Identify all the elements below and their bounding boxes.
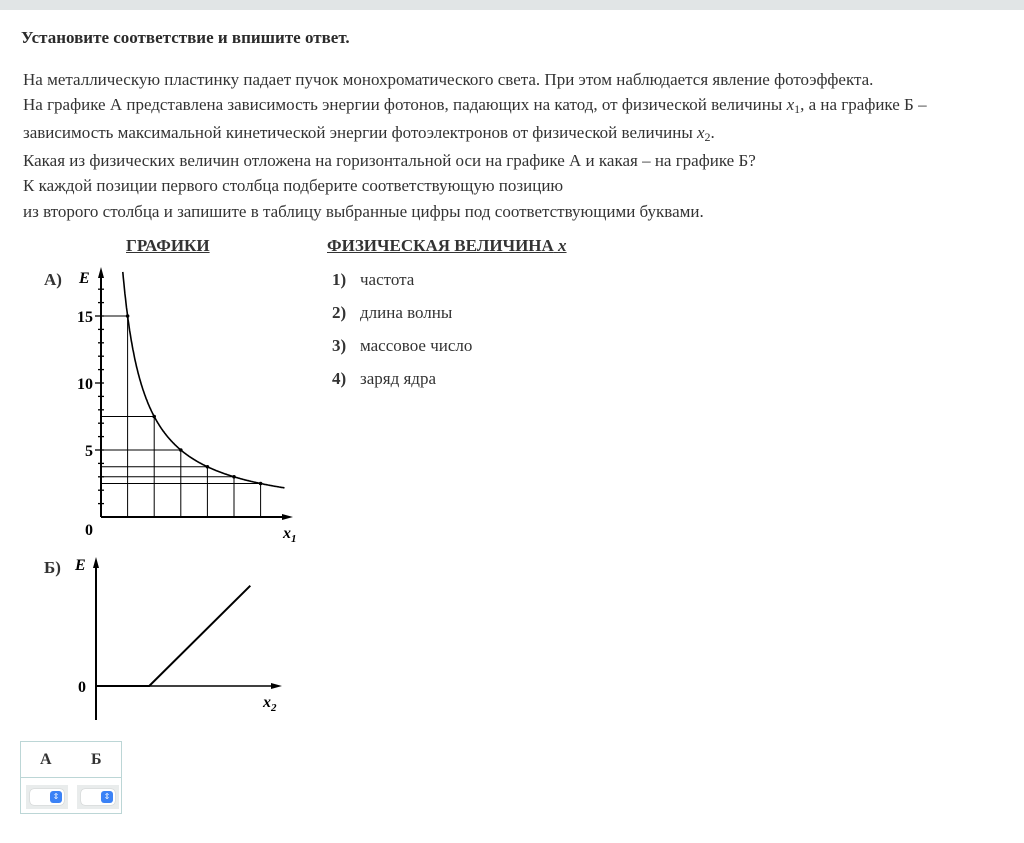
task-paragraph-2	[23, 95, 927, 115]
option-label: длина волны	[360, 303, 453, 322]
select-chevron-icon: ⇕	[50, 791, 62, 803]
graph-a-curve	[123, 272, 285, 488]
data-point	[232, 475, 236, 479]
variable-x: x	[697, 123, 705, 142]
option-4	[332, 369, 436, 389]
text-span: .	[710, 123, 715, 142]
data-point	[259, 482, 263, 486]
ytick-label: 10	[77, 376, 93, 393]
option-3	[332, 336, 472, 356]
option-label: массовое число	[360, 336, 473, 355]
option-label: частота	[360, 270, 415, 289]
ytick-label: 15	[77, 309, 93, 326]
answer-table-header	[21, 742, 121, 778]
graph-a-ytick-labels	[77, 309, 93, 539]
graph-b-line	[96, 586, 250, 686]
column-header-quantity	[327, 236, 567, 256]
answer-header-b: Б	[91, 751, 102, 768]
option-1	[332, 270, 414, 290]
answer-header-a: А	[40, 751, 52, 768]
graph-a-chart	[60, 260, 300, 550]
option-number: 2)	[332, 303, 347, 322]
data-point	[152, 415, 156, 419]
task-title: Установите соответствие и впишите ответ.	[21, 28, 350, 47]
top-bar	[0, 0, 1024, 10]
xlabel-subscript: 2	[271, 702, 277, 714]
option-number: 3)	[332, 336, 347, 355]
task-paragraph-4: Какая из физических величин отложена на горизонтальной оси на графике А и какая – на графике Б?	[23, 151, 756, 170]
option-number: 4)	[332, 369, 347, 388]
graph-b-y-arrow-icon	[93, 557, 99, 568]
task-paragraph-6: из второго столбца и запишите в таблицу выбранные цифры под соответствующими буквами.	[23, 202, 704, 221]
header-text: ФИЗИЧЕСКАЯ ВЕЛИЧИНА	[327, 236, 554, 255]
answer-cell-a	[26, 785, 68, 809]
ytick-label: 0	[85, 522, 93, 539]
answer-select-b[interactable]	[81, 789, 115, 805]
graph-b-chart	[60, 550, 300, 730]
answer-select-a[interactable]	[30, 789, 64, 805]
data-point	[126, 314, 130, 318]
text-span: На графике А представлена зависимость энергии фотонов, падающих на катод, от физической величины	[23, 95, 787, 114]
option-label: заряд ядра	[360, 369, 436, 388]
task-paragraph-3	[23, 123, 715, 143]
xlabel-subscript: 1	[291, 533, 297, 545]
graph-a-ylabel: E	[79, 270, 90, 287]
graph-b-x-arrow-icon	[271, 683, 282, 689]
variable-x: x	[786, 95, 795, 114]
option-number: 1)	[332, 270, 347, 289]
task-paragraph-1: На металлическую пластинку падает пучок монохроматического света. При этом наблюдается явление фотоэффекта.	[23, 70, 874, 89]
task-paragraph-5: К каждой позиции первого столбца подберите соответствующую позицию	[23, 176, 564, 195]
header-variable: x	[558, 236, 567, 255]
answer-table	[20, 741, 122, 814]
graph-b-ytick-zero: 0	[78, 679, 86, 696]
graph-b-xlabel: $x_2$	[263, 694, 277, 714]
graph-a-x-arrow-icon	[282, 514, 293, 520]
select-chevron-icon: ⇕	[101, 791, 113, 803]
ytick-label: 5	[85, 443, 93, 460]
graph-b-label: Б)	[44, 558, 61, 577]
graph-a-guides	[101, 316, 261, 517]
option-2	[332, 303, 452, 323]
column-header-graphs: ГРАФИКИ	[126, 236, 210, 255]
graph-a-xlabel: $x_1$	[283, 525, 297, 545]
graph-a-y-arrow-icon	[98, 267, 104, 278]
answer-cell-b	[77, 785, 119, 809]
subscript: 2	[704, 130, 711, 144]
data-point	[179, 448, 183, 452]
graph-a-label: А)	[44, 270, 62, 289]
text-span: зависимость максимальной кинетической энергии фотоэлектронов от физической величины	[23, 123, 697, 142]
graph-b-ylabel: E	[75, 557, 86, 574]
data-point	[206, 465, 210, 469]
text-span: , а на графике Б –	[800, 95, 927, 114]
graph-a-minor-ticks	[95, 289, 104, 503]
subscript: 1	[794, 102, 801, 116]
